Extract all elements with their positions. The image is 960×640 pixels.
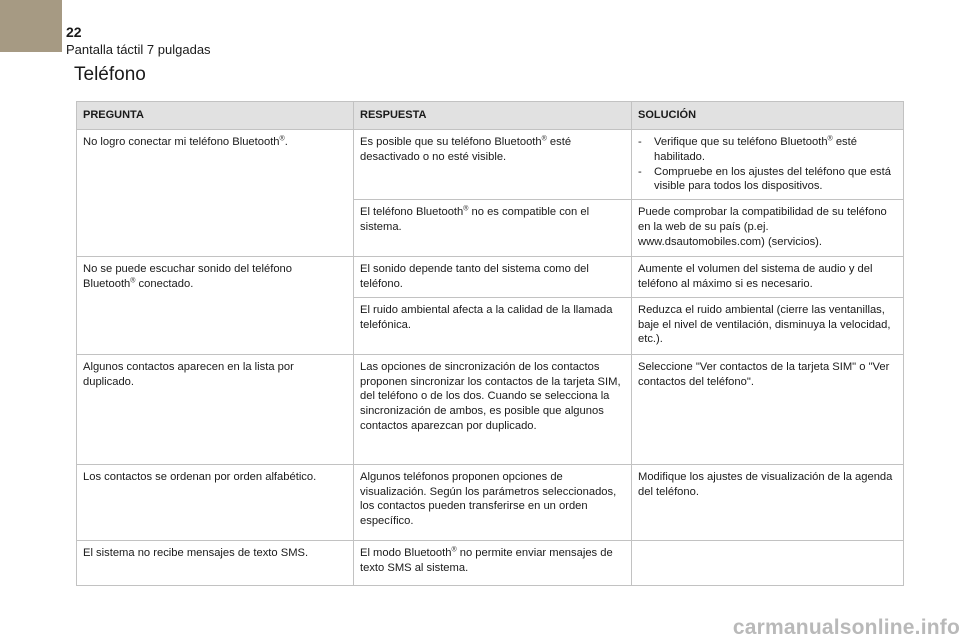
watermark-text: carmanualsonline.info bbox=[732, 616, 960, 639]
faq-table bbox=[76, 101, 904, 586]
column-header-question: PREGUNTA bbox=[77, 102, 354, 130]
answer-cell: Es posible que su teléfono Bluetooth® esté desactivado o no esté visible. bbox=[354, 130, 632, 200]
page-title: Teléfono bbox=[74, 64, 146, 85]
solution-cell: Puede comprobar la compatibilidad de su teléfono en la web de su país (p.ej. www.dsautomobiles.com) (servicios). bbox=[632, 200, 904, 257]
solution-list-item: - Compruebe en los ajustes del teléfono que está visible para todos los dispositivos. bbox=[638, 165, 897, 195]
answer-cell: El sonido depende tanto del sistema como del teléfono. bbox=[354, 257, 632, 298]
solution-cell: Modifique los ajustes de visualización de la agenda del teléfono. bbox=[632, 464, 904, 540]
answer-cell: El modo Bluetooth® no permite enviar mensajes de texto SMS al sistema. bbox=[354, 540, 632, 585]
solution-cell: Reduzca el ruido ambiental (cierre las ventanillas, baje el nivel de ventilación, disminuya la velocidad, etc.). bbox=[632, 297, 904, 354]
answer-cell: Las opciones de sincronización de los contactos proponen sincronizar los contactos de la tarjeta SIM, del teléfono o de los dos. Cuando se selecciona la sincronización de ambos, es posible que algunos contactos aparezcan por duplicado. bbox=[354, 354, 632, 464]
answer-cell: El ruido ambiental afecta a la calidad de la llamada telefónica. bbox=[354, 297, 632, 354]
answer-cell: El teléfono Bluetooth® no es compatible con el sistema. bbox=[354, 200, 632, 257]
solution-list-item: - Verifique que su teléfono Bluetooth® esté habilitado. bbox=[638, 135, 897, 165]
column-header-solution: SOLUCIÓN bbox=[632, 102, 904, 130]
section-header: Pantalla táctil 7 pulgadas bbox=[66, 42, 211, 57]
question-cell: No se puede escuchar sonido del teléfono Bluetooth® conectado. bbox=[77, 257, 354, 355]
page-number: 22 bbox=[66, 24, 82, 40]
solution-cell bbox=[632, 130, 904, 200]
question-cell: No logro conectar mi teléfono Bluetooth®. bbox=[77, 130, 354, 257]
solution-cell: Seleccione "Ver contactos de la tarjeta SIM" o "Ver contactos del teléfono". bbox=[632, 354, 904, 464]
page-corner-tab bbox=[0, 0, 62, 52]
table-row bbox=[77, 464, 904, 540]
answer-cell: Algunos teléfonos proponen opciones de visualización. Según los parámetros seleccionados, los contactos pueden transferirse en un orden específico. bbox=[354, 464, 632, 540]
table-header-row bbox=[77, 102, 904, 130]
solution-cell: Aumente el volumen del sistema de audio y del teléfono al máximo si es necesario. bbox=[632, 257, 904, 298]
table-row bbox=[77, 130, 904, 200]
table-row bbox=[77, 540, 904, 585]
table-row bbox=[77, 354, 904, 464]
solution-item-text: Verifique que su teléfono Bluetooth® esté habilitado. bbox=[654, 135, 857, 163]
question-cell: El sistema no recibe mensajes de texto SMS. bbox=[77, 540, 354, 585]
table-row bbox=[77, 257, 904, 298]
column-header-answer: RESPUESTA bbox=[354, 102, 632, 130]
question-cell: Los contactos se ordenan por orden alfabético. bbox=[77, 464, 354, 540]
solution-item-text: Compruebe en los ajustes del teléfono que está visible para todos los dispositivos. bbox=[654, 165, 891, 193]
question-cell: Algunos contactos aparecen en la lista por duplicado. bbox=[77, 354, 354, 464]
solution-cell bbox=[632, 540, 904, 585]
